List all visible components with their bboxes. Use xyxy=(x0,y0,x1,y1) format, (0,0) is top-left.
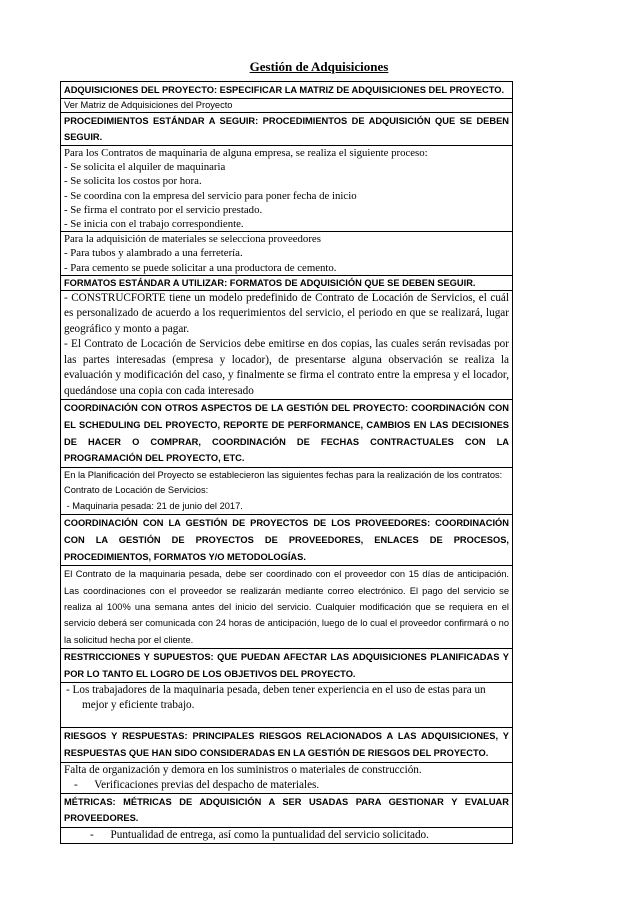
list-item: - Los trabajadores de la maquinaria pesada, deben tener experiencia en el uso de estas para un mejor y eficiente trabajo. xyxy=(66,684,486,712)
table-row xyxy=(61,649,513,683)
text-line: - Se solicita el alquiler de maquinaria xyxy=(64,161,226,174)
section-content-riesgos xyxy=(61,762,513,793)
text-line: En la Planificación del Proyecto se establecieron las siguientes fechas para la realización de los contratos: xyxy=(64,469,503,480)
section-content-proveedores: El Contrato de la maquinaria pesada, debe ser coordinado con el proveedor con 15 días de anticipación. Las coordinaciones con el proveedor se realizarán mediante correo electrónico. El pago del servicio se realiza al 100% una semana antes del inicio del servicio. Cualquier modificación que se requiera en el servicio deberá ser comunicada con 24 horas de anticipación, luego de lo cual el proveedor confirmará o no la solicitud hecha por el cliente. xyxy=(61,566,513,649)
section-header-riesgos: RIESGOS Y RESPUESTAS: PRINCIPALES RIESGOS RELACIONADOS A LAS ADQUISICIONES, Y RESPUESTAS QUE HAN SIDO CONSIDERADAS EN LA GESTIÓN DE RIESGOS DEL PROYECTO. xyxy=(61,728,513,762)
text-line: - Para cemento se puede solicitar a una productora de cemento. xyxy=(64,261,337,274)
text-line: - Se inicia con el trabajo correspondiente. xyxy=(64,218,244,231)
page-title: Gestión de Adquisiciones xyxy=(249,59,389,74)
text-line: - Puntualidad de entrega, así como la puntualidad del servicio solicitado. xyxy=(90,828,429,841)
text-line: - Verificaciones previas del despacho de materiales. xyxy=(74,778,320,791)
table-row xyxy=(61,683,513,728)
table-row xyxy=(61,146,513,232)
table-row xyxy=(61,827,513,843)
procurement-table xyxy=(60,81,513,844)
section-content-adquisiciones: Ver Matriz de Adquisiciones del Proyecto xyxy=(61,99,513,113)
text-line: - Para tubos y alambrado a una ferretería. xyxy=(64,247,243,260)
paragraph: - CONSTRUCFORTE tiene un modelo predefinido de Contrato de Locación de Servicios, el cuál es personalizado de acuerdo a los requerimientos del servicio, el periodo en que se realizará, lugar geográfico y monto a pagar. xyxy=(64,291,509,335)
table-row xyxy=(61,82,513,99)
section-header-formatos: FORMATOS ESTÁNDAR A UTILIZAR: FORMATOS DE ADQUISICIÓN QUE SE DEBEN SEGUIR. xyxy=(61,275,513,290)
table-row xyxy=(61,762,513,793)
table-row xyxy=(61,728,513,762)
section-content-coordinacion xyxy=(61,467,513,515)
text-line: - Maquinaria pesada: 21 de junio del 2017. xyxy=(64,500,243,511)
section-content-metricas xyxy=(61,827,513,843)
section-header-coordinacion: COORDINACIÓN CON OTROS ASPECTOS DE LA GESTIÓN DEL PROYECTO: COORDINACIÓN CON EL SCHEDULING DEL PROYECTO, REPORTE DE PERFORMANCE, CAMBIOS EN LAS DECISIONES DE HACER O COMPRAR, COORDINACIÓN DE FECHAS CONTRACTUALES CON LA PROGRAMACIÓN DEL PROYECTO, ETC. xyxy=(61,400,513,467)
section-header-metricas: MÉTRICAS: MÉTRICAS DE ADQUISICIÓN A SER USADAS PARA GESTIONAR Y EVALUAR PROVEEDORES. xyxy=(61,793,513,827)
table-row xyxy=(61,515,513,566)
table-row xyxy=(61,275,513,290)
section-header-procedimientos: PROCEDIMIENTOS ESTÁNDAR A SEGUIR: PROCEDIMIENTOS DE ADQUISICIÓN QUE SE DEBEN SEGUIR. xyxy=(61,113,513,146)
text-line: - Se solicita los costos por hora. xyxy=(64,175,202,188)
section-header-proveedores: COORDINACIÓN CON LA GESTIÓN DE PROYECTOS DE LOS PROVEEDORES: COORDINACIÓN CON LA GESTIÓN DE PROYECTOS DE PROVEEDORES, ENLACES DE PROCESOS, PROCEDIMIENTOS, FORMATOS Y/O METODOLOGÍAS. xyxy=(61,515,513,566)
text-line: - Se coordina con la empresa del servicio para poner fecha de inicio xyxy=(64,189,357,202)
text-line: Falta de organización y demora en los suministros o materiales de construcción. xyxy=(64,763,422,776)
table-row xyxy=(61,566,513,649)
table-row xyxy=(61,400,513,467)
table-row xyxy=(61,99,513,113)
section-content-procedimientos-materiales xyxy=(61,232,513,276)
table-row xyxy=(61,793,513,827)
section-content-restricciones xyxy=(61,683,513,728)
paragraph: - El Contrato de Locación de Servicios debe emitirse en dos copias, las cuales serán revisadas por las partes interesadas (empresa y locador), de presentarse alguna observación se realiza la evaluación y modificación del caso, y finalmente se firma el contrato entre la empresa y el locador, quedándose una copia con cada interesado xyxy=(64,338,509,397)
section-content-procedimientos-maquinaria xyxy=(61,146,513,232)
text-line: Contrato de Locación de Servicios: xyxy=(64,485,209,496)
section-header-adquisiciones: ADQUISICIONES DEL PROYECTO: ESPECIFICAR LA MATRIZ DE ADQUISICIONES DEL PROYECTO. xyxy=(61,82,513,99)
section-content-formatos xyxy=(61,290,513,400)
table-row xyxy=(61,467,513,515)
table-row xyxy=(61,232,513,276)
section-header-restricciones: RESTRICCIONES Y SUPUESTOS: QUE PUEDAN AFECTAR LAS ADQUISICIONES PLANIFICADAS Y POR LO TANTO EL LOGRO DE LOS OBJETIVOS DEL PROYECTO. xyxy=(61,649,513,683)
table-row xyxy=(61,113,513,146)
table-row xyxy=(61,290,513,400)
text-line: Para los Contratos de maquinaria de alguna empresa, se realiza el siguiente proceso: xyxy=(64,147,428,159)
text-line: - Se firma el contrato por el servicio prestado. xyxy=(64,203,263,216)
text-line: Para la adquisición de materiales se selecciona proveedores xyxy=(64,233,321,246)
